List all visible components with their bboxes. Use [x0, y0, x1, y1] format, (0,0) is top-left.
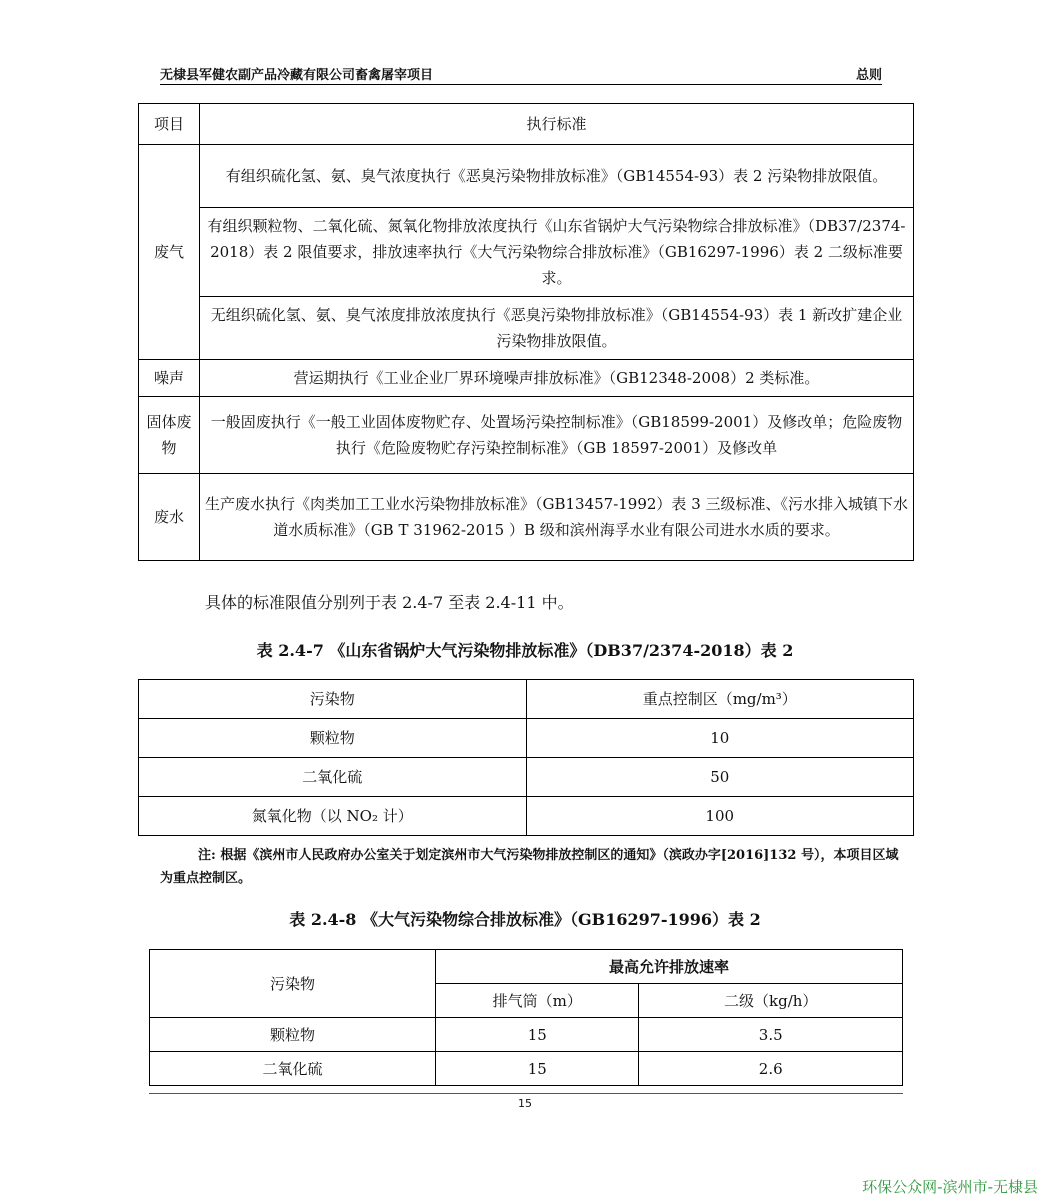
header-cell-item: 项目: [139, 104, 200, 145]
intro-paragraph: 具体的标准限值分别列于表 2.4-7 至表 2.4-11 中。: [205, 593, 574, 612]
category-cell: 噪声: [139, 360, 200, 397]
pollutant-cell: 二氧化硫: [150, 1052, 436, 1086]
table-header-row: [139, 104, 914, 145]
standards-table: [138, 103, 914, 561]
pollutant-cell: 氮氧化物（以 NO₂ 计）: [139, 797, 527, 836]
table-row: [139, 797, 914, 836]
table-row: [139, 297, 914, 360]
table-row: [139, 145, 914, 208]
category-cell: 废气: [139, 145, 200, 360]
pollutant-cell: 颗粒物: [139, 719, 527, 758]
header-cell-limit: 重点控制区（mg/m³）: [526, 680, 914, 719]
height-cell: 15: [436, 1052, 639, 1086]
table-row: [150, 1018, 903, 1052]
table-2-4-7: [138, 679, 914, 836]
standard-cell: 营运期执行《工业企业厂界环境噪声排放标准》（GB12348-2008）2 类标准。: [200, 360, 914, 397]
table7-note: 注: 根据《滨州市人民政府办公室关于划定滨州市大气污染物排放控制区的通知》（滨政办字[2016]132 号），本项目区域为重点控制区。: [160, 848, 899, 886]
header-cell-rate-group: 最高允许排放速率: [436, 950, 903, 984]
header-cell-standard: 执行标准: [200, 104, 914, 145]
footer-rule: [149, 1093, 903, 1094]
pollutant-cell: 二氧化硫: [139, 758, 527, 797]
standard-cell: 有组织颗粒物、二氧化硫、氮氧化物排放浓度执行《山东省锅炉大气污染物综合排放标准》（DB37/2374-2018）表 2 限值要求，排放速率执行《大气污染物综合排放标准》（GB16297-1996）表 2 二级标准要求。: [200, 208, 914, 297]
table-row: [139, 719, 914, 758]
standard-cell: 有组织硫化氢、氨、臭气浓度执行《恶臭污染物排放标准》（GB14554-93）表 2 污染物排放限值。: [200, 145, 914, 208]
table-row: [139, 397, 914, 474]
rate-cell: 3.5: [639, 1018, 903, 1052]
table8-caption: 表 2.4-8 《大气污染物综合排放标准》（GB16297-1996）表 2: [289, 910, 761, 929]
header-title: 无棣县军健农副产品冷藏有限公司畜禽屠宰项目: [160, 68, 434, 83]
table-row: [150, 1052, 903, 1086]
page-number: 15: [518, 1097, 532, 1110]
table-header-row: [150, 950, 903, 984]
table7-caption: 表 2.4-7 《山东省锅炉大气污染物排放标准》（DB37/2374-2018）表 2: [256, 641, 794, 660]
header-section: 总则: [855, 68, 882, 83]
page-header: [160, 64, 882, 85]
table-row: [139, 208, 914, 297]
watermark-text: 环保公众网-滨州市-无棣县: [862, 1178, 1038, 1196]
table-2-4-8: [149, 949, 903, 1086]
table-row: [139, 474, 914, 561]
table-header-row: [139, 680, 914, 719]
standard-cell: 一般固废执行《一般工业固体废物贮存、处置场污染控制标准》（GB18599-2001）及修改单；危险废物执行《危险废物贮存污染控制标准》（GB 18597-2001）及修改单: [200, 397, 914, 474]
limit-cell: 10: [526, 719, 914, 758]
header-cell-level-two: 二级（kg/h）: [639, 984, 903, 1018]
standard-cell: 无组织硫化氢、氨、臭气浓度排放浓度执行《恶臭污染物排放标准》（GB14554-93）表 1 新改扩建企业污染物排放限值。: [200, 297, 914, 360]
table-row: [139, 360, 914, 397]
table-row: [139, 758, 914, 797]
category-cell: 废水: [139, 474, 200, 561]
height-cell: 15: [436, 1018, 639, 1052]
category-cell: 固体废物: [139, 397, 200, 474]
header-cell-pollutant: 污染物: [139, 680, 527, 719]
header-cell-pollutant: 污染物: [150, 950, 436, 1018]
limit-cell: 50: [526, 758, 914, 797]
header-cell-stack-height: 排气筒（m）: [436, 984, 639, 1018]
pollutant-cell: 颗粒物: [150, 1018, 436, 1052]
limit-cell: 100: [526, 797, 914, 836]
standard-cell: 生产废水执行《肉类加工工业水污染物排放标准》（GB13457-1992）表 3 三级标准、《污水排入城镇下水道水质标准》（GB T 31962-2015 ）B 级和滨州海孚水业有限公司进水水质的要求。: [200, 474, 914, 561]
rate-cell: 2.6: [639, 1052, 903, 1086]
